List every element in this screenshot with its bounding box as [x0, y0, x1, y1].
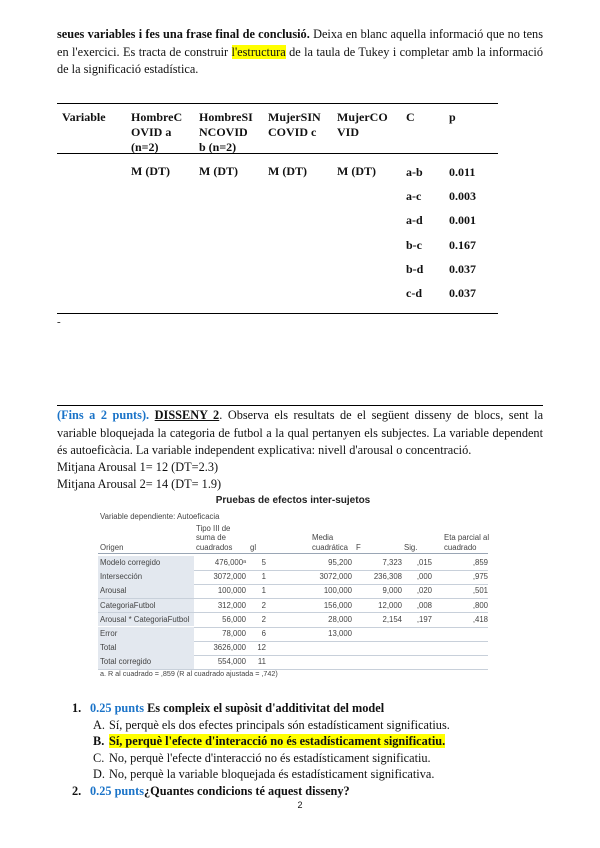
- tukey-footnote: -: [57, 316, 61, 328]
- spss-cell: 6: [261, 629, 266, 638]
- spss-row-label: Arousal: [100, 586, 127, 596]
- tukey-header-line: COVID c: [268, 125, 317, 139]
- option-letter: C.: [93, 750, 105, 765]
- spss-cell: 12,000: [378, 600, 402, 610]
- spss-note: a. R al cuadrado = ,859 (R al cuadrado ajustada = ,742): [100, 669, 278, 678]
- spss-cell: 3072,000: [319, 572, 352, 582]
- spss-row-label: Total corregido: [100, 657, 152, 667]
- tukey-p-value: 0.037: [449, 286, 476, 300]
- spss-cell: 236,308: [373, 572, 402, 582]
- spss-cell: 100,000: [217, 586, 246, 596]
- spss-header-5: [404, 543, 417, 553]
- spss-dependent-variable: Variable dependiente: Autoeficacia: [100, 512, 220, 521]
- question-text: Es compleix el supòsit d'additivitat del model: [144, 701, 385, 715]
- tukey-header-4: [337, 110, 388, 140]
- spss-header-line: [98, 553, 488, 554]
- tukey-header-line: Variable: [62, 110, 106, 124]
- tukey-p-value: 0.011: [449, 165, 476, 179]
- page-number: 2: [297, 800, 303, 810]
- tukey-comparison-label: b-d: [406, 261, 424, 276]
- tukey-comparison-label: a-b: [406, 165, 423, 179]
- arousal-mean-2: Mitjana Arousal 2= 14 (DT= 1.9): [57, 477, 222, 491]
- intro-highlight: l'estructura: [231, 44, 286, 59]
- spss-cell: 56,000: [222, 614, 246, 624]
- spss-cell: 312,000: [217, 600, 246, 610]
- tukey-header-line: p: [449, 110, 456, 124]
- question-points: 0.25 punts: [90, 701, 144, 715]
- spss-header-line: Sig.: [404, 542, 418, 552]
- option-c: [93, 750, 431, 766]
- spss-row-label: Error: [100, 629, 118, 638]
- disseny2-text: . Observa els resultats de el següent disseny de blocs, sent la variable bloquejada la categoria de futbol a la qual pertanyen els subjectes. La variable dependent és autoeficàcia. La variable independent explicativa: nivell d'arousal o concentració.: [57, 408, 544, 457]
- spss-row-label: Arousal * CategoriaFutbol: [100, 614, 190, 624]
- tukey-header-line: C: [406, 110, 415, 124]
- spss-header-line: Media: [312, 533, 334, 542]
- spss-cell: ,418: [472, 614, 488, 624]
- tukey-header-3: [268, 110, 321, 140]
- spss-cell: 2: [261, 614, 266, 624]
- tukey-header-0: [62, 110, 106, 125]
- spss-cell: ,501: [472, 586, 488, 596]
- spss-cell: ,008: [416, 600, 432, 610]
- option-letter: A.: [93, 717, 105, 732]
- spss-cell: 156,000: [323, 600, 352, 610]
- intro-text-2: de la taula de Tukey i completar amb la informació de la significació estadística.: [57, 44, 543, 76]
- question-text: ¿Quantes condicions té aquest disseny?: [144, 783, 350, 798]
- tukey-p-value: 0.003: [449, 189, 476, 204]
- spss-cell: ,015: [416, 558, 432, 567]
- spss-header-2: [250, 543, 256, 553]
- tukey-header-line: OVID a: [131, 125, 172, 139]
- tukey-header-line: MujerSIN: [268, 110, 321, 124]
- tukey-comparison-label: a-d: [406, 213, 423, 228]
- question-1: [72, 700, 384, 717]
- spss-cell: 554,000: [217, 657, 246, 667]
- tukey-p-value: 0.037: [449, 261, 476, 276]
- spss-cell: 2: [261, 600, 266, 610]
- tukey-header-line: HombreC: [131, 110, 183, 124]
- spss-cell: 1: [261, 586, 266, 596]
- intro-paragraph: [57, 26, 543, 79]
- option-text: No, perquè l'efecte d'interacció no és estadísticament significatiu.: [109, 750, 431, 765]
- spss-cell: 5: [261, 558, 266, 567]
- tukey-md-cell: M (DT): [268, 164, 307, 178]
- option-a: [93, 717, 450, 733]
- spss-header-line: Origen: [100, 542, 124, 552]
- intro-text-1: Deixa en blanc aquella informació que no tens en l'exercici. Es tracta de construir: [57, 27, 543, 59]
- spss-cell: 476,000ᵃ: [214, 558, 246, 567]
- arousal-mean-1: Mitjana Arousal 1= 12 (DT=2.3): [57, 460, 219, 474]
- tukey-md-cell: M (DT): [131, 164, 170, 178]
- intro-bold: seues variables i fes una frase final de conclusió.: [57, 27, 310, 41]
- spss-title: Pruebas de efectos inter-sujetos: [215, 495, 371, 506]
- spss-header-6: [444, 533, 489, 552]
- spss-cell: ,020: [416, 586, 432, 596]
- question-number: 1.: [72, 701, 82, 715]
- spss-header-1: [196, 524, 232, 553]
- spss-cell: 95,200: [328, 558, 352, 567]
- option-b: [93, 733, 445, 749]
- tukey-header-line: (n=2): [131, 140, 159, 154]
- spss-cell: ,800: [472, 600, 488, 610]
- spss-cell: 13,000: [328, 629, 352, 638]
- tukey-top-border: [57, 103, 498, 104]
- tukey-p-value: 0.167: [449, 237, 476, 252]
- spss-cell: 28,000: [328, 614, 352, 624]
- spss-cell: 3072,000: [213, 572, 246, 582]
- option-letter: B.: [93, 734, 105, 748]
- tukey-header-line: MujerCO: [337, 110, 388, 124]
- spss-cell: ,197: [416, 614, 432, 624]
- spss-header-line: F: [356, 542, 361, 552]
- section-divider: [57, 405, 543, 406]
- spss-cell: 100,000: [323, 586, 352, 596]
- tukey-header-line: NCOVID: [199, 125, 248, 139]
- spss-cell: 12: [257, 643, 266, 653]
- tukey-bottom-border: [57, 313, 498, 314]
- disseny2-points: (Fins a 2 punts).: [57, 408, 150, 422]
- tukey-header-6: [449, 110, 456, 125]
- spss-cell: ,000: [416, 572, 432, 582]
- option-letter: D.: [93, 767, 105, 781]
- spss-cell: 3626,000: [213, 643, 246, 653]
- spss-cell: 2,154: [382, 614, 402, 624]
- spss-header-line: Eta parcial al: [444, 533, 490, 542]
- option-text: Sí, perquè els dos efectes principals són estadísticament significatius.: [109, 717, 450, 732]
- spss-header-line: cuadrática: [312, 542, 348, 552]
- spss-row-label: Total: [100, 643, 117, 653]
- tukey-header-5: [406, 110, 415, 125]
- tukey-header-border: [57, 153, 498, 154]
- disseny2-title: DISSENY 2: [154, 408, 220, 422]
- spss-header-line: suma de: [196, 533, 226, 542]
- tukey-p-value: 0.001: [449, 213, 476, 228]
- spss-cell: ,859: [472, 558, 488, 567]
- tukey-md-cell: M (DT): [337, 164, 376, 178]
- spss-cell: 78,000: [222, 629, 246, 638]
- spss-cell: 11: [257, 657, 266, 667]
- tukey-md-cell: M (DT): [199, 164, 238, 178]
- spss-cell: ,975: [472, 572, 488, 582]
- option-text: Sí, perquè l'efecte d'interacció no és estadísticament significatiu.: [109, 734, 446, 748]
- tukey-comparison-label: b-c: [406, 237, 422, 252]
- spss-header-4: [356, 543, 361, 553]
- tukey-header-line: b (n=2): [199, 140, 237, 154]
- spss-row-label: CategoriaFutbol: [100, 600, 156, 610]
- tukey-header-2: [199, 110, 253, 155]
- spss-cell: 9,000: [382, 586, 402, 596]
- spss-header-line: cuadrados: [196, 542, 233, 552]
- question-number: 2.: [72, 783, 82, 798]
- spss-header-line: gl: [250, 542, 257, 552]
- spss-cell: 1: [261, 572, 266, 582]
- question-points: 0.25 punts: [90, 783, 144, 798]
- tukey-header-1: [131, 110, 182, 155]
- option-d: [93, 766, 434, 782]
- spss-cell: 7,323: [382, 558, 402, 567]
- spss-header-3: [312, 533, 348, 552]
- spss-header-line: Tipo III de: [196, 523, 231, 533]
- tukey-comparison-label: c-d: [406, 286, 422, 300]
- spss-header-line: cuadrado: [444, 542, 477, 552]
- spss-row-label: Modelo corregido: [100, 558, 161, 567]
- tukey-header-line: VID: [337, 125, 360, 139]
- spss-header-0: [100, 543, 123, 553]
- option-text: No, perquè la variable bloquejada és estadísticament significativa.: [109, 767, 435, 781]
- disseny2-paragraph: [57, 407, 543, 460]
- tukey-header-line: HombreSI: [199, 110, 253, 124]
- tukey-comparison-label: a-c: [406, 189, 422, 204]
- question-2: [72, 783, 350, 800]
- spss-row-label: Intersección: [100, 572, 143, 582]
